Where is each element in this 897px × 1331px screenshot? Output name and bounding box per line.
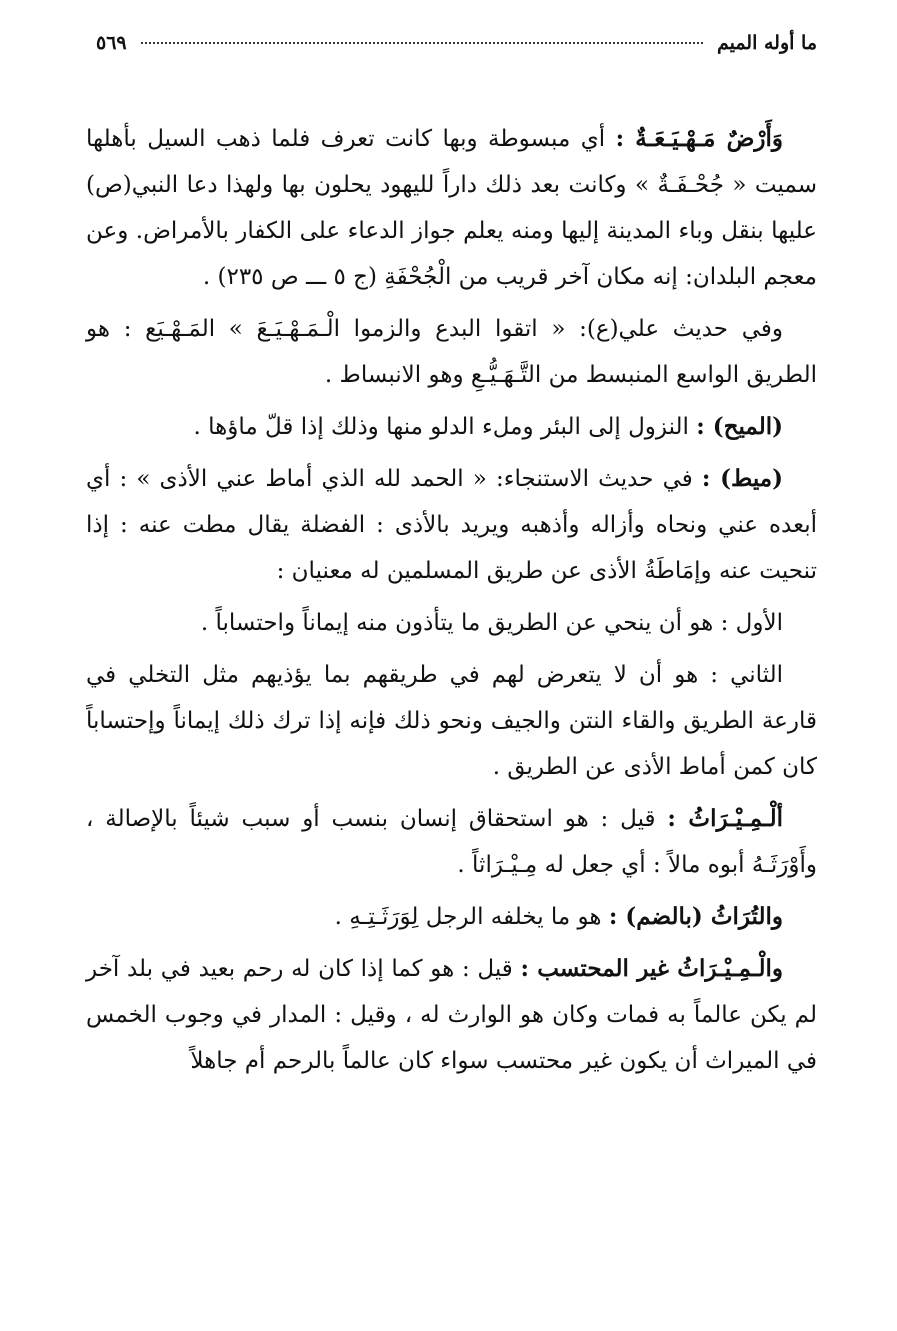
paragraph: [86, 652, 817, 790]
paragraph: [86, 946, 817, 1084]
paragraph: [86, 404, 817, 450]
entry-term: (الميح) :: [696, 413, 783, 440]
paragraph-text: الأول : هو أن ينحي عن الطريق ما يتأذون منه إيماناً واحتساباً .: [200, 610, 783, 636]
paragraph-text: النزول إلى البئر وملء الدلو منها وذلك إذا قلّ ماؤها .: [193, 414, 697, 440]
paragraph-text: الثاني : هو أن لا يتعرض لهم في طريقهم بما يؤذيهم مثل التخلي في قارعة الطريق والقاء النتن والجيف ونحو ذلك فإنه إذا ترك ذلك إيماناً وإحتساباً كان كمن أماط الأذى عن الطريق .: [86, 662, 817, 780]
paragraph-text: هو ما يخلفه الرجل لِوَرَثَـتِـهِ .: [334, 904, 609, 930]
paragraph: [86, 796, 817, 888]
header-title: ما أوله الميم: [716, 32, 817, 54]
page-number: ٥٦٩: [96, 32, 127, 54]
entry-term: وَأَرْضٌ مَـهْـيَـعَـةٌ :: [615, 125, 783, 152]
paragraph-text: وفي حديث علي(ع): « اتقوا البدع والزموا الْـمَـهْـيَـعَ » المَـهْـيَع : هو الطريق الواسع المنبسط من التَّـهَـيُّـعِ وهو الانبساط .: [86, 316, 817, 388]
paragraph-text: قيل : هو استحقاق إنسان بنسب أو سبب شيئاً بالإصالة ، وأَوْرَثَـهُ أبوه مالاً : أي جعل له مِـيْـرَاثاً .: [86, 806, 817, 878]
entry-term: ألْـمِـيْـرَاثُ :: [667, 805, 783, 832]
paragraph-text: في حديث الاستنجاء: « الحمد لله الذي أماط عني الأذى » : أي أبعده عني ونحاه وأزاله وأذهبه ويريد بالأذى : الفضلة يقال مطت عنه : إذا تنحيت عنه وإمَاطَةُ الأذى عن طريق المسلمين له معنيان :: [86, 466, 817, 584]
entry-term: والْـمِـيْـرَاثُ غير المحتسب :: [520, 955, 783, 982]
paragraph: [86, 306, 817, 398]
paragraph: [86, 116, 817, 300]
paragraph: [86, 894, 817, 940]
running-header: [96, 32, 817, 72]
entry-term: والتُرَاثُ (بالضم) :: [608, 903, 783, 930]
paragraph-text: قيل : هو كما إذا كان له رحم بعيد في بلد آخر لم يكن عالماً به فمات وكان هو الوارث له ، وقيل : المدار في وجوب الخمس في الميراث أن يكون غير محتسب سواء كان عالماً بالرحم أم جاهلاً: [86, 956, 817, 1074]
header-leader-dots: [141, 42, 703, 44]
entry-term: (ميط) :: [701, 465, 783, 492]
main-text: [86, 116, 817, 1090]
paragraph-text: أي مبسوطة وبها كانت تعرف فلما ذهب السيل بأهلها سميت « جُحْـفَـةٌ » وكانت بعد ذلك داراً لليهود يحلون بها ولهذا دعا النبي(ص) عليها بنقل وباء المدينة إليها ومنه يعلم جواز الدعاء على الكفار بالأمراض. وعن معجم البلدان: إنه مكان آخر قريب من الْجُحْفَةِ (ج ٥ ـــ ص ٢٣٥) .: [86, 126, 817, 290]
paragraph: [86, 456, 817, 594]
paragraph: [86, 600, 817, 646]
